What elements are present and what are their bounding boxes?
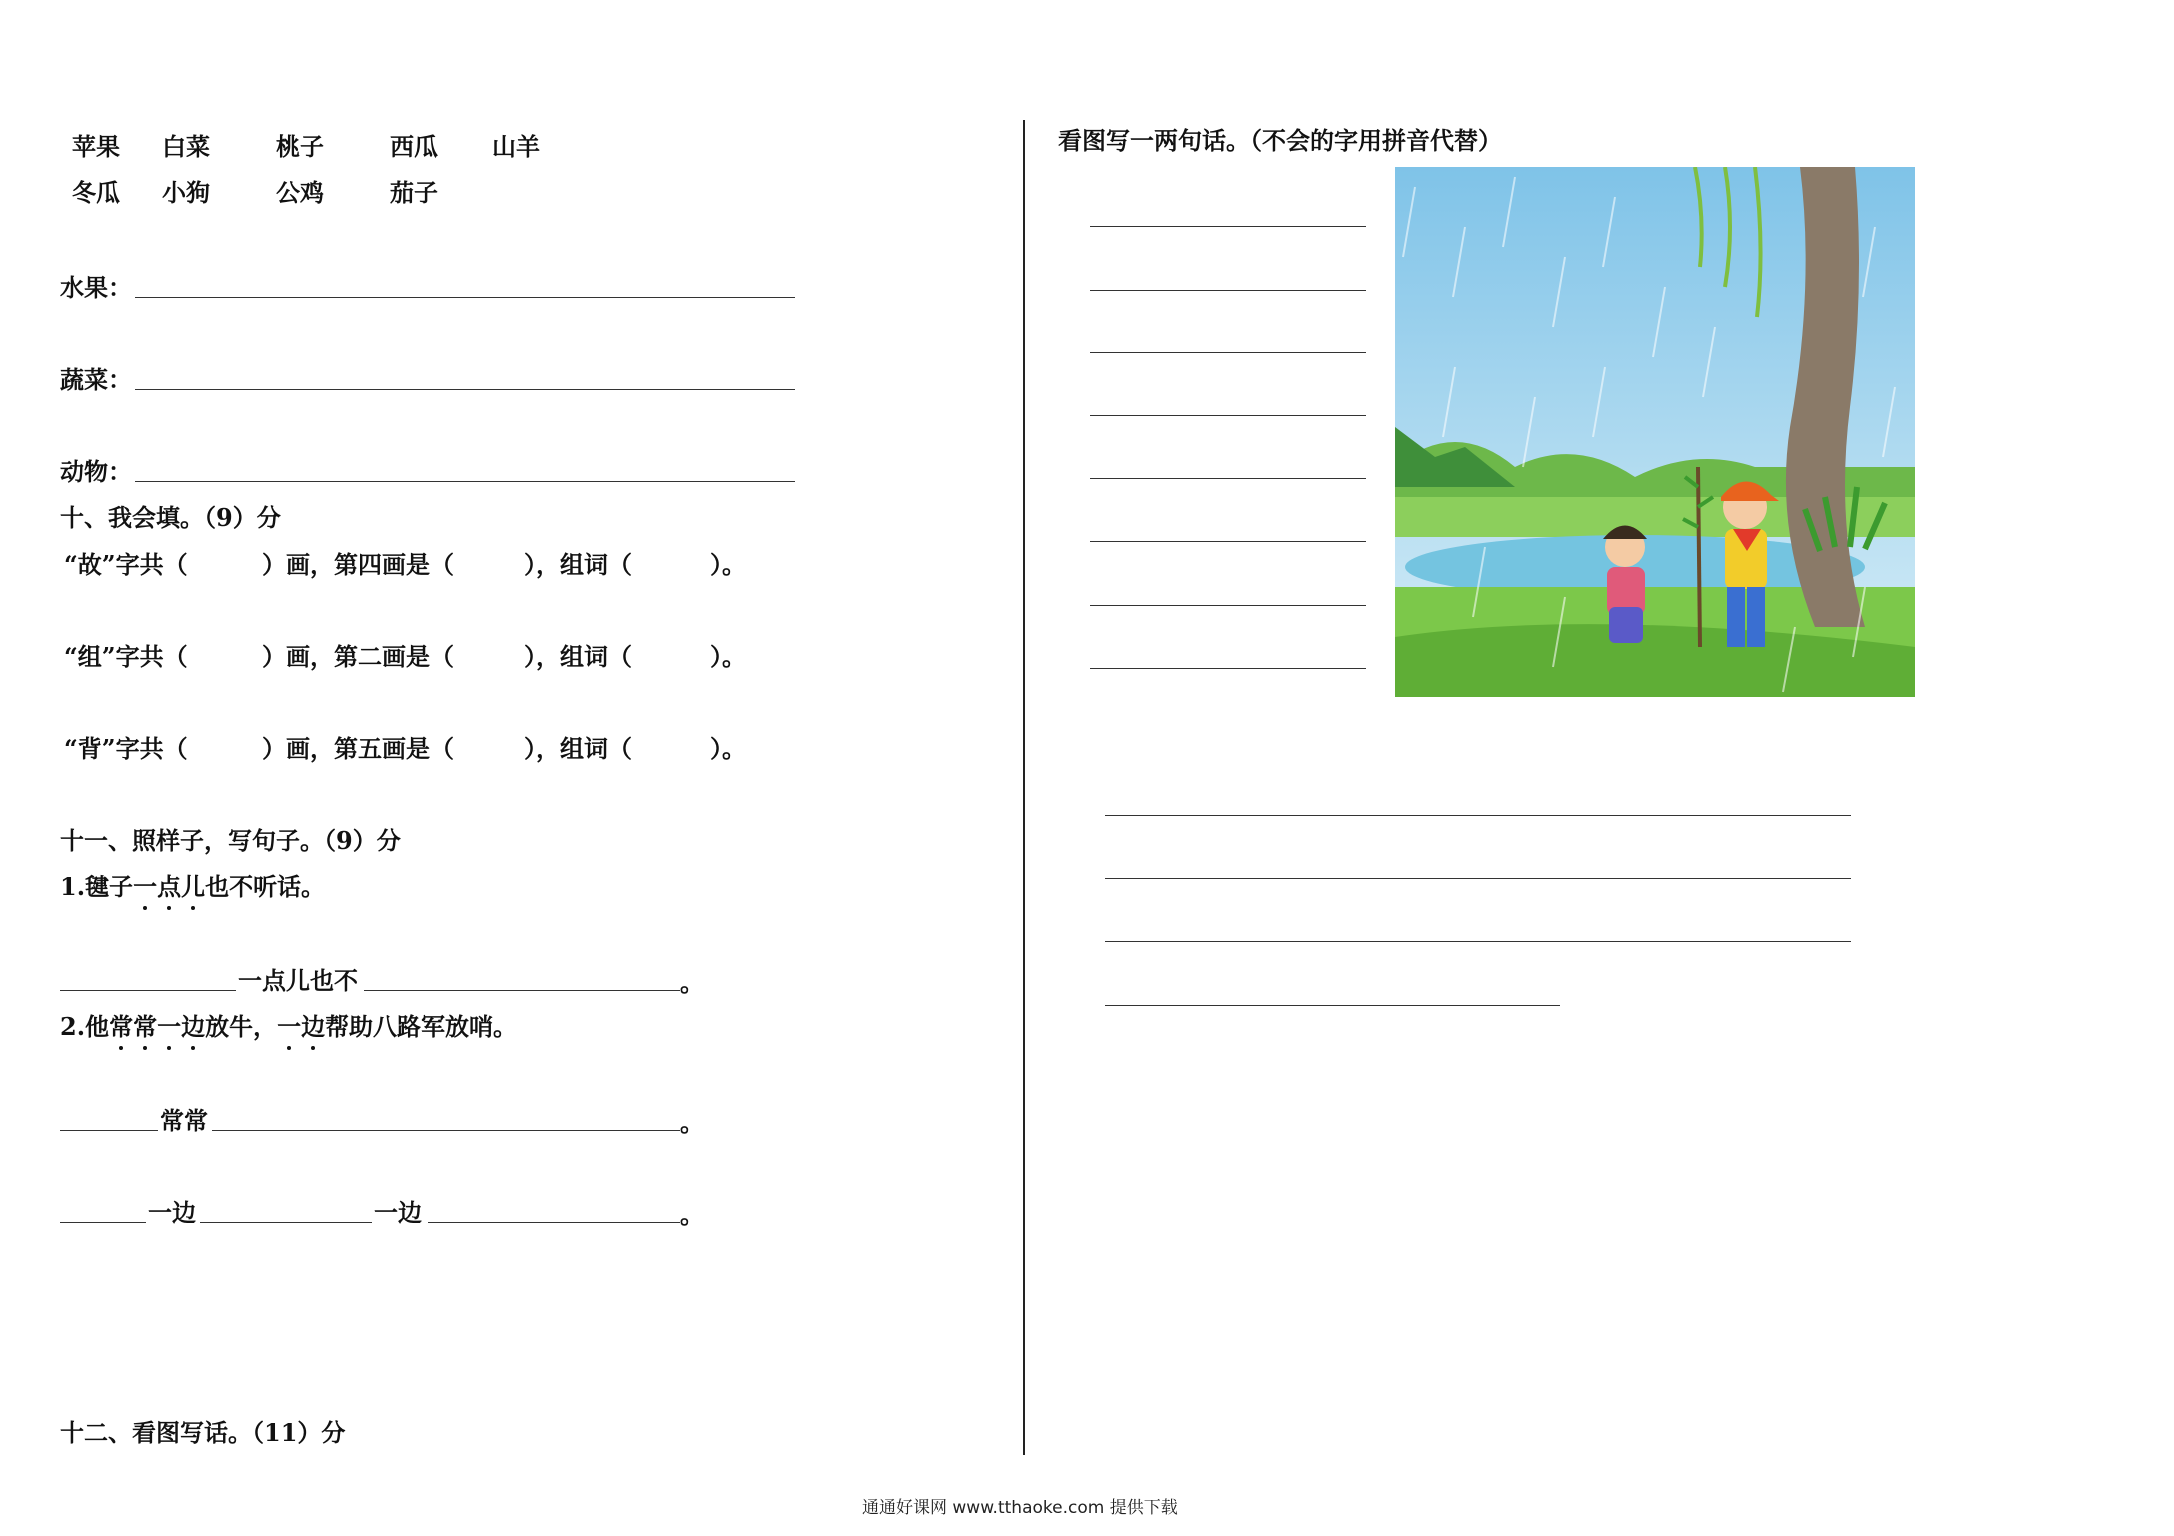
example2-dotted-char: 常	[109, 1012, 134, 1041]
word-peach: 桃子	[276, 132, 324, 161]
word-apple: 苹果	[72, 132, 120, 161]
example1-dotted-char: 一	[133, 872, 158, 901]
column-divider	[1023, 120, 1025, 1455]
example2-suffix: 帮助八路军放哨。	[325, 1012, 518, 1041]
fill2-blank-b[interactable]	[212, 1130, 680, 1131]
fill3-mid1: 一边	[148, 1198, 196, 1227]
example2-dotted-char: 常	[133, 1012, 158, 1041]
fill3-blank-b[interactable]	[200, 1222, 372, 1223]
fill-row-zu-mid2: ），组词（	[524, 642, 632, 671]
word-watermelon: 西瓜	[390, 132, 438, 161]
writing-line[interactable]	[1105, 941, 1851, 942]
fruit-answer-line[interactable]	[135, 297, 795, 298]
side-answer-line[interactable]	[1090, 226, 1366, 227]
animal-answer-line[interactable]	[135, 481, 795, 482]
word-rooster: 公鸡	[276, 178, 324, 207]
side-answer-line[interactable]	[1090, 352, 1366, 353]
word-puppy: 小狗	[162, 178, 210, 207]
example1-prefix: 1.毽子	[60, 872, 134, 901]
word-winter-melon: 冬瓜	[72, 178, 120, 207]
example2-dotted-char: 一	[277, 1012, 302, 1041]
side-answer-line[interactable]	[1090, 605, 1366, 606]
fill1-blank-a[interactable]	[60, 990, 236, 991]
fill3-blank-a[interactable]	[60, 1222, 146, 1223]
side-answer-line[interactable]	[1090, 541, 1366, 542]
fill3-blank-c[interactable]	[428, 1222, 680, 1223]
side-answer-line[interactable]	[1090, 290, 1366, 291]
example1-char: 不	[229, 872, 254, 901]
fill-row-bei-mid2: ），组词（	[524, 734, 632, 763]
fill-row-bei-word: “背”字共（	[64, 734, 188, 763]
fill-row-zu-word: “组”字共（	[64, 642, 188, 671]
example2-dotted-char: 边	[301, 1012, 326, 1041]
fill-row-gu-mid2: ），组词（	[524, 550, 632, 579]
side-answer-line[interactable]	[1090, 668, 1366, 669]
writing-line[interactable]	[1105, 1005, 1560, 1006]
fill-row-bei-end: ）。	[710, 734, 746, 763]
word-cabbage: 白菜	[162, 132, 210, 161]
fill-row-gu-end: ）。	[710, 550, 746, 579]
fill-row-zu-mid1: ）画，第二画是（	[262, 642, 454, 671]
fill-row-gu-mid1: ）画，第四画是（	[262, 550, 454, 579]
fill2-blank-a[interactable]	[60, 1130, 158, 1131]
example1-suffix: 听话。	[253, 872, 326, 901]
fill-row-zu-end: ）。	[710, 642, 746, 671]
fill3-mid2: 一边	[374, 1198, 422, 1227]
category-animal-label: 动物：	[60, 457, 132, 486]
right-instruction: 看图写一两句话。（不会的字用拼音代替）	[1058, 126, 1502, 155]
fill2-end: 。	[680, 1108, 704, 1137]
example1-char: 也	[205, 872, 230, 901]
fill1-end: 。	[680, 968, 704, 997]
category-fruit-label: 水果：	[60, 273, 132, 302]
example2-mid: 放牛，	[205, 1012, 278, 1041]
example2-dotted-char: 边	[181, 1012, 206, 1041]
example2-dotted-char: 一	[157, 1012, 182, 1041]
example1-dotted-char: 儿	[181, 872, 206, 901]
fill1-blank-b[interactable]	[364, 990, 680, 991]
section12-heading: 十二、看图写话。（11）分	[60, 1418, 346, 1447]
rain-tree-planting-illustration	[1395, 167, 1915, 697]
writing-line[interactable]	[1105, 878, 1851, 879]
section11-heading: 十一、照样子，写句子。（9）分	[60, 826, 401, 855]
side-answer-line[interactable]	[1090, 415, 1366, 416]
fill1-middle: 一点儿也不	[238, 966, 358, 995]
example-sentence-1	[60, 872, 325, 902]
writing-line[interactable]	[1105, 815, 1851, 816]
example2-prefix: 2.他	[60, 1012, 110, 1041]
vegetable-answer-line[interactable]	[135, 389, 795, 390]
word-eggplant: 茄子	[390, 178, 438, 207]
word-goat: 山羊	[492, 132, 540, 161]
fill3-end: 。	[680, 1200, 704, 1229]
fill-row-gu-word: “故”字共（	[64, 550, 188, 579]
fill-row-bei-mid1: ）画，第五画是（	[262, 734, 454, 763]
section10-heading: 十、我会填。（9）分	[60, 503, 281, 532]
side-answer-line[interactable]	[1090, 478, 1366, 479]
example1-dotted-char: 点	[157, 872, 182, 901]
category-vegetable-label: 蔬菜：	[60, 365, 132, 394]
fill2-middle: 常常	[160, 1106, 208, 1135]
example-sentence-2	[60, 1012, 517, 1042]
footer-source: 通通好课网 www.tthaoke.com 提供下载	[862, 1498, 1178, 1518]
